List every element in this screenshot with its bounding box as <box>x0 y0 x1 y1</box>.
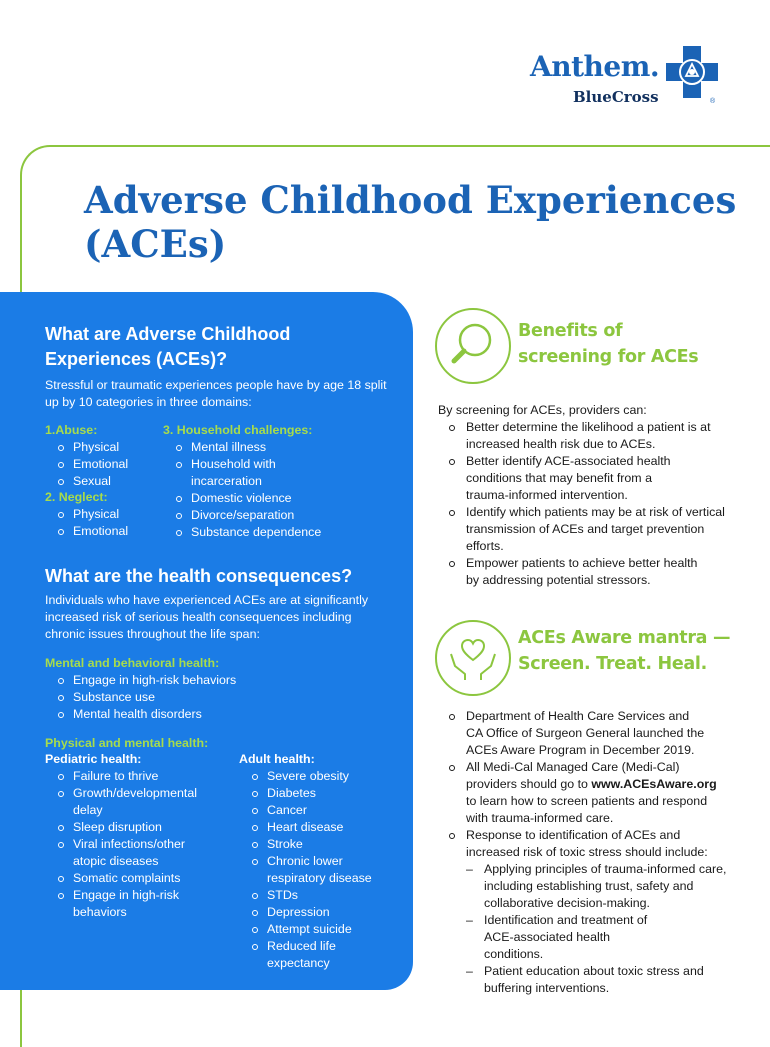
health-consequences-heading: What are the health consequences? <box>45 566 353 586</box>
aces-info-panel <box>0 292 413 990</box>
sub-list-item: – Identification and treatment of ACE-associated health conditions. <box>466 912 664 963</box>
magnifying-glass-icon <box>437 310 509 382</box>
list-item: Empower patients to achieve better health by addressing potential stressors. <box>438 555 706 589</box>
list-item: Somatic complaints <box>45 870 220 887</box>
list-item: Physical <box>45 506 165 523</box>
list-item: Physical <box>45 439 165 456</box>
household-list <box>163 439 363 541</box>
pediatric-health-heading: Pediatric health: <box>45 752 142 766</box>
benefits-list <box>438 419 728 589</box>
benefits-intro: By screening for ACEs, providers can: <box>438 403 647 417</box>
abuse-heading: 1.Abuse: <box>45 423 98 437</box>
list-item <box>438 827 728 997</box>
list-item: Cancer <box>239 802 389 819</box>
list-item: Mental illness <box>163 439 363 456</box>
list-item: Attempt suicide <box>239 921 389 938</box>
list-item: STDs <box>239 887 389 904</box>
svg-text:®: ® <box>710 98 716 104</box>
list-item: Viral infections/other atopic diseases <box>45 836 203 870</box>
list-item <box>438 759 728 827</box>
magnifier-icon <box>435 308 511 384</box>
response-sublist <box>466 861 728 997</box>
mantra-list <box>438 708 728 997</box>
physical-mental-heading: Physical and mental health: <box>45 736 209 750</box>
benefits-heading: Benefits of screening for ACEs <box>518 321 699 367</box>
neglect-list <box>45 506 165 540</box>
list-item: Heart disease <box>239 819 389 836</box>
list-item: Emotional <box>45 456 165 473</box>
list-item: Better identify ACE-associated health conditions that may benefit from a trauma-informed intervention. <box>438 453 694 504</box>
medi-cal-text-start: All Medi-Cal Managed Care (Medi-Cal) providers should go to <box>466 760 680 791</box>
mantra-heading <box>518 625 738 677</box>
heart-hands-icon <box>435 620 511 696</box>
list-item: Better determine the likelihood a patient is at increased health risk due to ACEs. <box>438 419 728 453</box>
adult-health-list <box>239 768 389 972</box>
list-item: Household with incarceration <box>163 456 301 490</box>
list-item: Engage in high-risk behaviors <box>45 672 345 689</box>
adult-health-heading: Adult health: <box>239 752 315 766</box>
health-consequences-text: Individuals who have experienced ACEs are at significantly increased risk of serious health consequences including chronic issues throughout the life span: <box>45 593 369 641</box>
list-item: Substance use <box>45 689 345 706</box>
bluecross-logo-text: BlueCross <box>573 88 659 106</box>
household-heading: 3. Household challenges: <box>163 423 313 437</box>
list-item: Reduced life expectancy <box>239 938 367 972</box>
list-item: Chronic lower respiratory disease <box>239 853 387 887</box>
list-item: Substance dependence <box>163 524 363 541</box>
heart-in-hands-icon <box>437 622 509 694</box>
list-item: Depression <box>239 904 389 921</box>
list-item: Mental health disorders <box>45 706 345 723</box>
mantra-heading-line-2: Screen. Treat. Heal. <box>518 654 707 674</box>
list-item: Domestic violence <box>163 490 363 507</box>
list-item: Severe obesity <box>239 768 389 785</box>
list-item: Sexual <box>45 473 165 490</box>
mantra-heading-line-1: ACEs Aware mantra — <box>518 628 731 648</box>
list-item: Sleep disruption <box>45 819 220 836</box>
medi-cal-text-end: to learn how to screen patients and respond with trauma-informed care. <box>466 794 708 825</box>
anthem-logo-wordmark: Anthem. <box>530 50 660 83</box>
list-item: Diabetes <box>239 785 389 802</box>
sub-list-item: – Applying principles of trauma-informed care, including establishing trust, safety and collaborative decision-making. <box>466 861 728 912</box>
list-item: Divorce/separation <box>163 507 363 524</box>
mental-behavioral-heading: Mental and behavioral health: <box>45 656 220 670</box>
abuse-list <box>45 439 165 490</box>
what-are-aces-heading: What are Adverse Childhood Experiences (ACEs)? <box>45 324 291 369</box>
list-item: Growth/developmental delay <box>45 785 203 819</box>
list-item: Emotional <box>45 523 165 540</box>
list-item: Stroke <box>239 836 389 853</box>
list-item: Department of Health Care Services and CA Office of Surgeon General launched the ACEs Aware Program in December 2019. <box>438 708 706 759</box>
list-item: Failure to thrive <box>45 768 220 785</box>
response-text: Response to identification of ACEs and increased risk of toxic stress should include: <box>466 828 708 859</box>
list-item: Engage in high-risk behaviors <box>45 887 191 921</box>
list-item: Identify which patients may be at risk of vertical transmission of ACEs and target prevention efforts. <box>438 504 728 555</box>
what-are-aces-text: Stressful or traumatic experiences people have by age 18 split up by 10 categories in three domains: <box>45 378 387 409</box>
blue-cross-logo-icon <box>666 46 718 104</box>
sub-list-item: – Patient education about toxic stress and buffering interventions. <box>466 963 724 997</box>
mental-behavioral-list <box>45 672 345 723</box>
aces-aware-link[interactable]: www.ACEsAware.org <box>591 777 717 791</box>
pediatric-health-list <box>45 768 220 921</box>
page-title: Adverse Childhood Experiences (ACEs) <box>84 178 737 266</box>
neglect-heading: 2. Neglect: <box>45 490 108 504</box>
